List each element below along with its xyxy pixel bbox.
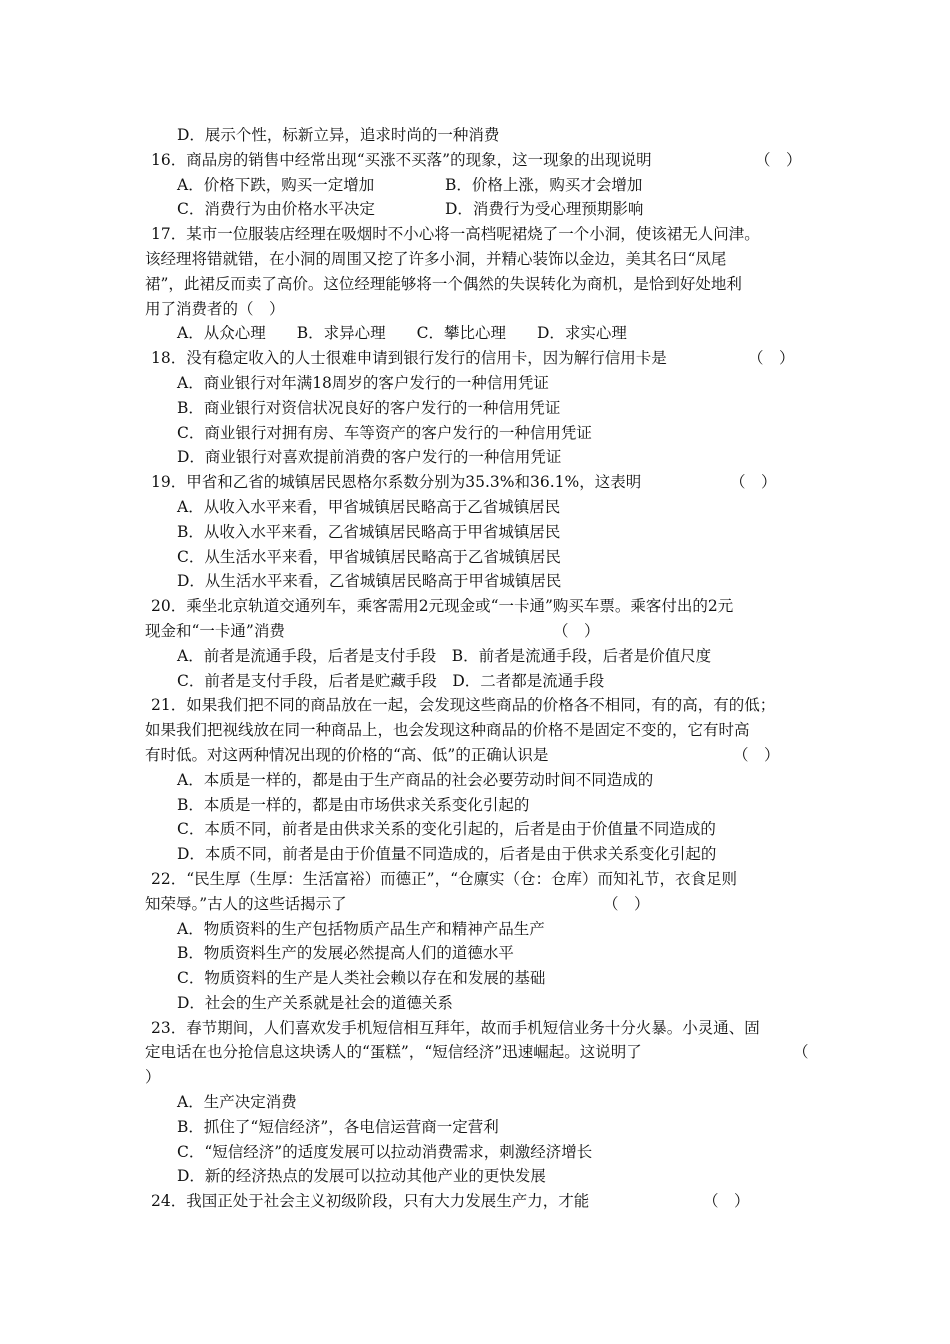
q20-options-ab: A．前者是流通手段，后者是支付手段 B．前者是流通手段，后者是价值尺度 — [177, 646, 712, 665]
q19-answer-blank: （ ） — [730, 473, 777, 492]
q21-stem-line1: 21．如果我们把不同的商品放在一起，会发现这些商品的价格各不相同，有的高，有的低； — [151, 696, 776, 715]
q23-option-d: D．新的经济热点的发展可以拉动其他产业的更快发展 — [177, 1167, 546, 1186]
q24-answer-blank: （ ） — [703, 1192, 750, 1211]
q23-stem-line2 — [145, 1040, 813, 1065]
q18-answer-blank: （ ） — [748, 349, 795, 368]
q21-stem-line3 — [145, 743, 813, 768]
q20-stem-line1: 20．乘坐北京轨道交通列车，乘客需用2元现金或“一卡通”购买车票。乘客付出的2元 — [151, 597, 734, 616]
q22-answer-blank: （ ） — [603, 894, 650, 913]
q15-option-d: D．展示个性，标新立异，追求时尚的一种消费 — [177, 126, 500, 144]
q22-stem-line1: 22．“民生厚（生厚：生活富裕）而德正”，“仓廪实（仓：仓库）而知礼节，衣食足则 — [151, 869, 737, 888]
q18-option-c: C．商业银行对拥有房、车等资产的客户发行的一种信用凭证 — [177, 423, 592, 442]
q23-option-b: B．抓住了“短信经济”，各电信运营商一定营利 — [177, 1117, 499, 1136]
question-list — [145, 123, 813, 1214]
q18-option-a: A．商业银行对年满18周岁的客户发行的一种信用凭证 — [177, 373, 549, 392]
q22-option-b: B．物质资料生产的发展必然提高人们的道德水平 — [177, 944, 514, 963]
q24-stem — [145, 1189, 813, 1214]
q18-stem-text: 18．没有稳定收入的人士很难申请到银行发行的信用卡，因为解行信用卡是 — [151, 349, 667, 368]
q21-option-a: A．本质是一样的，都是由于生产商品的社会必要劳动时间不同造成的 — [177, 770, 654, 789]
q20-stem-line2-text: 现金和“一卡通”消费 — [145, 621, 285, 640]
q20-answer-blank: （ ） — [553, 621, 600, 640]
q23-answer-blank-open: （ — [793, 1043, 809, 1062]
q20-options-cd: C．前者是支付手段，后者是贮藏手段 D．二者都是流通手段 — [177, 671, 605, 690]
q21-stem-line3-text: 有时低。对这两种情况出现的价格的“高、低”的正确认识是 — [145, 745, 549, 764]
q23-stem-line2-text: 定电话在也分抢信息这块诱人的“蛋糕”，“短信经济”迅速崛起。这说明了 — [145, 1043, 642, 1062]
q16-option-d: D．消费行为受心理预期影响 — [445, 200, 644, 219]
q22-stem-line2-text: 知荣辱。”古人的这些话揭示了 — [145, 894, 347, 913]
q21-option-d: D．本质不同，前者是由于价值量不同造成的，后者是由于供求关系变化引起的 — [177, 845, 717, 864]
q17-stem-line2: 该经理将错就错，在小洞的周围又挖了许多小洞，并精心装饰以金边，美其名曰“凤尾 — [145, 249, 727, 268]
q23-option-a: A．生产决定消费 — [177, 1093, 297, 1112]
q20-stem-line2 — [145, 619, 813, 644]
q16-answer-blank: （ ） — [755, 150, 802, 169]
q21-stem-line2: 如果我们把视线放在同一种商品上，也会发现这种商品的价格不是固定不变的，它有时高 — [145, 721, 750, 740]
q22-option-c: C．物质资料的生产是人类社会赖以存在和发展的基础 — [177, 969, 546, 988]
q22-option-a: A．物质资料的生产包括物质产品生产和精神产品生产 — [177, 919, 545, 938]
q16-stem-text: 16．商品房的销售中经常出现“买涨不买落”的现象，这一现象的出现说明 — [151, 150, 652, 169]
q21-answer-blank: （ ） — [733, 745, 780, 764]
q16-option-c: C．消费行为由价格水平决定 — [177, 200, 375, 219]
q19-stem — [145, 470, 813, 495]
q22-stem-line2 — [145, 892, 813, 917]
q17-options: A．从众心理 B．求异心理 C．攀比心理 D．求实心理 — [177, 324, 627, 343]
q16-stem — [145, 148, 813, 173]
q19-stem-text: 19．甲省和乙省的城镇居民恩格尔系数分别为35.3%和36.1%，这表明 — [151, 473, 642, 492]
q16-options-cd — [145, 197, 813, 222]
q16-option-a: A．价格下跌，购买一定增加 — [177, 175, 375, 194]
q19-option-b: B．从收入水平来看，乙省城镇居民略高于甲省城镇居民 — [177, 522, 561, 541]
q18-stem — [145, 346, 813, 371]
q17-stem-line4: 用了消费者的（ ） — [145, 299, 285, 318]
q16-option-b: B．价格上涨，购买才会增加 — [445, 175, 643, 194]
q19-option-d: D．从生活水平来看，乙省城镇居民略高于甲省城镇居民 — [177, 572, 562, 591]
q23-answer-blank-close: ） — [145, 1068, 161, 1087]
q19-option-c: C．从生活水平来看，甲省城镇居民略高于乙省城镇居民 — [177, 547, 561, 566]
q24-stem-text: 24．我国正处于社会主义初级阶段，只有大力发展生产力，才能 — [151, 1192, 590, 1211]
q23-option-c: C．“短信经济”的适度发展可以拉动消费需求，刺激经济增长 — [177, 1142, 593, 1161]
q18-option-d: D．商业银行对喜欢提前消费的客户发行的一种信用凭证 — [177, 448, 562, 467]
q19-option-a: A．从收入水平来看，甲省城镇居民略高于乙省城镇居民 — [177, 497, 561, 516]
q23-stem-line1: 23．春节期间，人们喜欢发手机短信相互拜年，故而手机短信业务十分火暴。小灵通、固 — [151, 1018, 760, 1037]
q16-options-ab — [145, 173, 813, 198]
q22-option-d: D．社会的生产关系就是社会的道德关系 — [177, 993, 453, 1012]
q18-option-b: B．商业银行对资信状况良好的客户发行的一种信用凭证 — [177, 398, 561, 417]
q21-option-b: B．本质是一样的，都是由市场供求关系变化引起的 — [177, 795, 530, 814]
q17-stem-line3: 裙”，此裙反而卖了高价。这位经理能够将一个偶然的失误转化为商机，是恰到好处地利 — [145, 274, 742, 293]
q17-stem-line1: 17．某市一位服装店经理在吸烟时不小心将一高档呢裙烧了一个小洞，使该裙无人问津。 — [151, 225, 760, 244]
q21-option-c: C．本质不同，前者是由供求关系的变化引起的，后者是由于价值量不同造成的 — [177, 820, 716, 839]
